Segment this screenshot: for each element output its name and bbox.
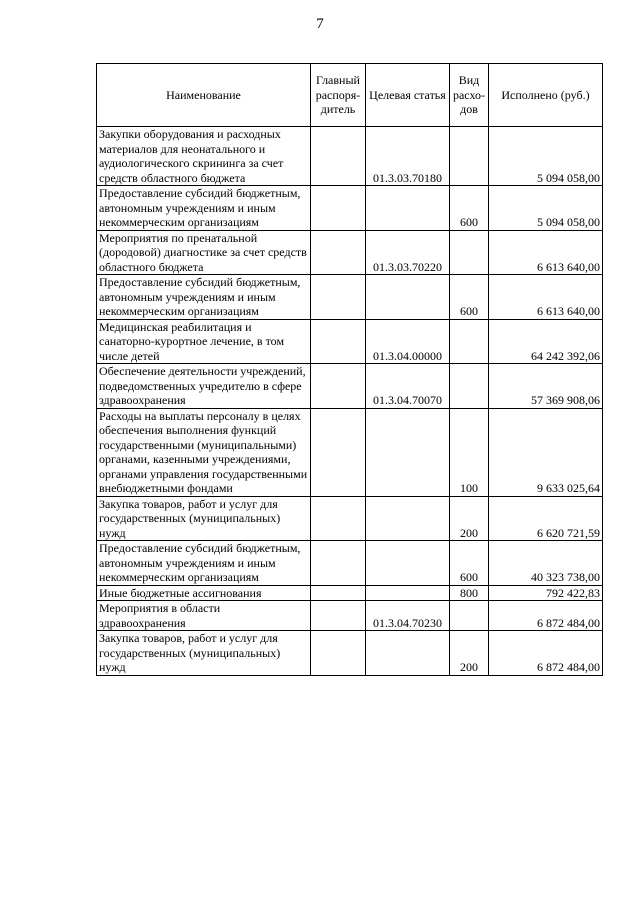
row-article-cell <box>366 275 450 320</box>
row-name-cell: Предоставление субсидий бюджетным, автономным учреждениям и иным некоммерческим организациям <box>97 541 311 586</box>
row-article-cell <box>366 408 450 496</box>
row-type-cell <box>450 601 489 631</box>
row-chief-cell <box>311 364 366 409</box>
table-row <box>97 275 603 320</box>
row-amount-cell: 57 369 908,06 <box>489 364 603 409</box>
table-row <box>97 631 603 676</box>
row-chief-cell <box>311 541 366 586</box>
row-article-cell <box>366 631 450 676</box>
row-amount-cell: 9 633 025,64 <box>489 408 603 496</box>
row-chief-cell <box>311 585 366 601</box>
row-name-cell: Закупка товаров, работ и услуг для государственных (муниципальных) нужд <box>97 631 311 676</box>
row-chief-cell <box>311 631 366 676</box>
budget-table <box>96 63 603 676</box>
row-amount-cell: 6 872 484,00 <box>489 631 603 676</box>
row-amount-cell: 5 094 058,00 <box>489 186 603 231</box>
row-amount-cell: 40 323 738,00 <box>489 541 603 586</box>
row-article-cell <box>366 585 450 601</box>
row-name-cell: Предоставление субсидий бюджетным, автономным учреждениям и иным некоммерческим организациям <box>97 186 311 231</box>
row-type-cell <box>450 127 489 186</box>
row-chief-cell <box>311 186 366 231</box>
row-amount-cell: 5 094 058,00 <box>489 127 603 186</box>
table-row <box>97 541 603 586</box>
row-name-cell: Иные бюджетные ассигнования <box>97 585 311 601</box>
row-article-cell: 01.3.04.70230 <box>366 601 450 631</box>
row-name-cell: Закупка товаров, работ и услуг для государственных (муниципальных) нужд <box>97 496 311 541</box>
row-name-cell: Предоставление субсидий бюджетным, автономным учреждениям и иным некоммерческим организациям <box>97 275 311 320</box>
row-amount-cell: 6 613 640,00 <box>489 275 603 320</box>
table-header-row <box>97 64 603 127</box>
row-type-cell: 600 <box>450 541 489 586</box>
row-amount-cell: 6 613 640,00 <box>489 230 603 275</box>
row-article-cell <box>366 496 450 541</box>
row-amount-cell: 6 872 484,00 <box>489 601 603 631</box>
row-article-cell <box>366 541 450 586</box>
row-chief-cell <box>311 230 366 275</box>
row-amount-cell: 6 620 721,59 <box>489 496 603 541</box>
table-row <box>97 230 603 275</box>
row-article-cell <box>366 186 450 231</box>
row-amount-cell: 64 242 392,06 <box>489 319 603 364</box>
row-type-cell: 600 <box>450 186 489 231</box>
row-name-cell: Медицинская реабилитация и санаторно-курортное лечение, в том числе детей <box>97 319 311 364</box>
row-type-cell: 200 <box>450 631 489 676</box>
row-type-cell: 600 <box>450 275 489 320</box>
table-row <box>97 585 603 601</box>
row-type-cell: 100 <box>450 408 489 496</box>
row-name-cell: Закупки оборудования и расходных материалов для неонатального и аудиологического скрининга за счет средств областного бюджета <box>97 127 311 186</box>
row-amount-cell: 792 422,83 <box>489 585 603 601</box>
row-name-cell: Мероприятия в области здравоохранения <box>97 601 311 631</box>
table-row <box>97 408 603 496</box>
table-row <box>97 186 603 231</box>
row-type-cell <box>450 230 489 275</box>
row-article-cell: 01.3.04.70070 <box>366 364 450 409</box>
row-chief-cell <box>311 408 366 496</box>
row-chief-cell <box>311 601 366 631</box>
row-name-cell: Расходы на выплаты персоналу в целях обеспечения выполнения функций государственными (муниципальными) органами, казенными учреждениями, органами управления государственными внебюджетными фондами <box>97 408 311 496</box>
table-row <box>97 601 603 631</box>
table-row <box>97 319 603 364</box>
row-chief-cell <box>311 275 366 320</box>
row-type-cell: 800 <box>450 585 489 601</box>
header-executed: Исполнено (руб.) <box>489 64 603 127</box>
header-chief-manager: Главный распоря-дитель <box>311 64 366 127</box>
row-article-cell: 01.3.03.70180 <box>366 127 450 186</box>
row-article-cell: 01.3.04.00000 <box>366 319 450 364</box>
row-type-cell <box>450 364 489 409</box>
table-row <box>97 364 603 409</box>
row-chief-cell <box>311 496 366 541</box>
header-name: Наименование <box>97 64 311 127</box>
row-type-cell: 200 <box>450 496 489 541</box>
row-name-cell: Мероприятия по пренатальной (дородовой) диагностике за счет средств областного бюджета <box>97 230 311 275</box>
row-type-cell <box>450 319 489 364</box>
header-expense-type: Вид расхо-дов <box>450 64 489 127</box>
row-article-cell: 01.3.03.70220 <box>366 230 450 275</box>
table-row <box>97 127 603 186</box>
row-name-cell: Обеспечение деятельности учреждений, подведомственных учредителю в сфере здравоохранения <box>97 364 311 409</box>
table-row <box>97 496 603 541</box>
row-chief-cell <box>311 127 366 186</box>
header-target-article: Целевая статья <box>366 64 450 127</box>
page-number: 7 <box>316 16 324 32</box>
row-chief-cell <box>311 319 366 364</box>
